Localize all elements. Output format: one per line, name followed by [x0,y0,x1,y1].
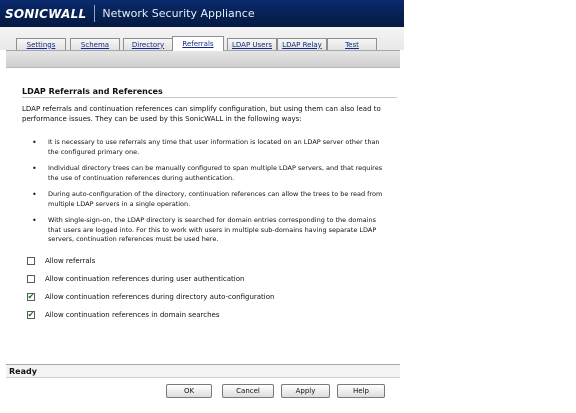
tab-settings[interactable]: Settings [16,38,66,50]
list-item: • It is necessary to use referrals any time that user information is located on an LDAP server other than the configured primary one. [32,138,384,157]
tab-bar [0,27,404,50]
header-divider [94,5,95,22]
app-title: Network Security Appliance [102,7,255,20]
header-banner [0,0,404,27]
continuation-user-auth-checkbox[interactable] [27,275,35,283]
tab-ldap-relay[interactable]: LDAP Relay [277,38,327,50]
option-allow-referrals[interactable] [27,257,95,265]
option-continuation-auto-config[interactable] [27,293,274,301]
tab-schema[interactable]: Schema [70,38,120,50]
allow-referrals-checkbox[interactable] [27,257,35,265]
continuation-auto-config-checkbox[interactable] [27,293,35,301]
section-title: LDAP Referrals and References [22,87,163,96]
tab-directory[interactable]: Directory [123,38,173,50]
continuation-domain-searches-checkbox[interactable] [27,311,35,319]
tab-ldap-users[interactable]: LDAP Users [227,38,277,50]
list-item: • With single-sign-on, the LDAP directory is searched for domain entries corresponding to the domains that users are logged into. For this to work with users in multiple sub-domains having separate LDAP servers, continuation references must be used here. [32,216,384,245]
option-label: Allow continuation references during user authentication [45,275,245,283]
sonicwall-logo: SONICWALL [5,6,87,21]
checkmark-icon: ✔ [27,310,35,319]
section-divider [22,97,397,98]
section-intro: LDAP referrals and continuation references can simplify configuration, but using them can also lead to performance issues. They can be used by this SonicWALL in the following ways: [22,105,381,123]
option-continuation-domain-searches[interactable] [27,311,220,319]
tab-test[interactable]: Test [327,38,377,50]
tab-toolbar-strip [6,50,400,68]
apply-button[interactable]: Apply [281,384,330,398]
checkmark-icon: ✔ [27,292,35,301]
cancel-button[interactable]: Cancel [222,384,274,398]
option-label: Allow referrals [45,257,96,265]
status-text: Ready [9,366,37,376]
ok-button[interactable]: OK [166,384,212,398]
usage-list [32,138,384,252]
option-continuation-user-auth[interactable] [27,275,244,283]
option-label: Allow continuation references during directory auto-configuration [45,293,275,301]
list-item: • During auto-configuration of the directory, continuation references can allow the trees to be read from multiple LDAP servers in a single operation. [32,190,384,209]
tab-referrals[interactable]: Referrals [172,36,224,51]
status-bar [6,364,400,378]
list-item: • Individual directory trees can be manually configured to span multiple LDAP servers, and that requires the use of continuation references during authentication. [32,164,384,183]
help-button[interactable]: Help [337,384,385,398]
option-label: Allow continuation references in domain searches [45,311,220,319]
